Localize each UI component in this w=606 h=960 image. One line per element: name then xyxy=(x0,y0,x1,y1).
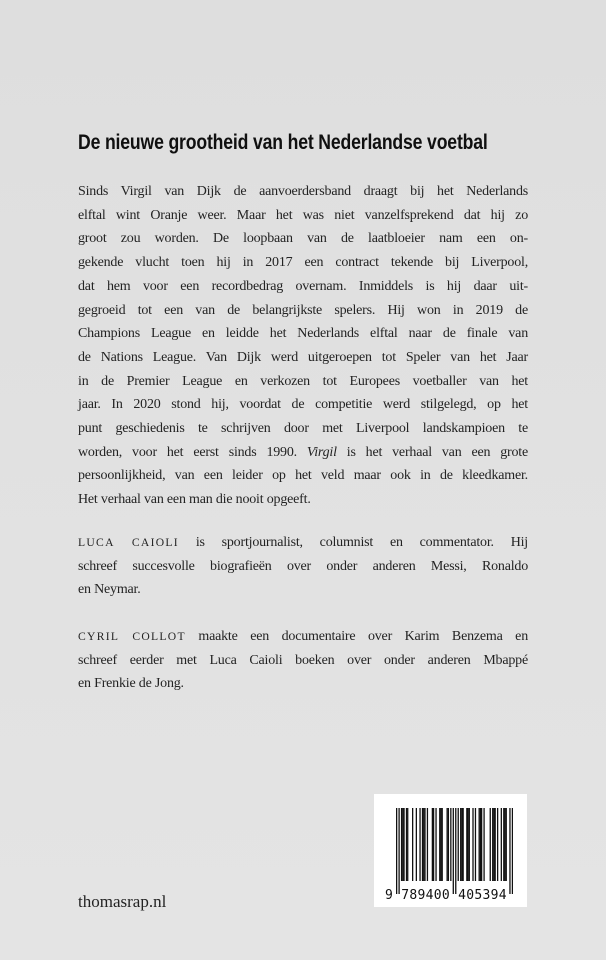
text-line: schreef eerder met Luca Caioli boeken over onder anderen Mbappé xyxy=(78,652,528,668)
isbn-barcode xyxy=(374,794,527,907)
cover-tagline: De nieuwe grootheid van het Nederlandse voetbal xyxy=(78,130,488,154)
author-bio-luca-caioli xyxy=(78,531,528,602)
text-line: gegroeid tot een van de belangrijkste spelers. Hij won in 2019 de xyxy=(78,302,528,318)
text-line: in de Premier League en verkozen tot Europees voetballer van het xyxy=(78,373,528,389)
synopsis-paragraph xyxy=(78,180,528,512)
text-line: worden, voor het eerst sinds 1990. Virgil is het verhaal van een grote xyxy=(78,444,528,460)
smallcaps-name: CYRIL COLLOT xyxy=(78,630,186,643)
text-line: Sinds Virgil van Dijk de aanvoerdersband draagt bij het Nederlands xyxy=(78,184,528,199)
text-line: LUCA CAIOLI is sportjournalist, columnist en commentator. Hij xyxy=(78,535,528,550)
text-line: punt geschiedenis te schrijven door met Liverpool landskampioen te xyxy=(78,421,528,437)
isbn-number: 9 789400 405394 xyxy=(385,888,507,903)
text-line: jaar. In 2020 stond hij, voordat de competitie werd stilgelegd, op het xyxy=(78,397,528,413)
text-line: Het verhaal van een man die nooit opgeeft. xyxy=(78,492,311,508)
author-bio-cyril-collot xyxy=(78,625,528,696)
text-line: persoonlijkheid, van een leider op het veld maar ook in de kleedkamer. xyxy=(78,468,528,484)
publisher-website: thomasrap.nl xyxy=(78,892,167,911)
text-line: en Frenkie de Jong. xyxy=(78,676,184,692)
text-line: dat hem voor een recordbedrag overnam. Inmiddels is hij daar uit- xyxy=(78,278,528,294)
text-line: Champions League en leidde het Nederlands elftal naar de finale van xyxy=(78,326,528,342)
text-line: de Nations League. Van Dijk werd uitgeroepen tot Speler van het Jaar xyxy=(78,349,528,365)
text-line: elftal wint Oranje weer. Maar het was niet vanzelfsprekend dat hij zo xyxy=(78,207,528,223)
text-line: en Neymar. xyxy=(78,582,141,598)
text-line: CYRIL COLLOT maakte een documentaire over Karim Benzema en xyxy=(78,629,528,644)
text-line: gekende vlucht toen hij in 2017 een contract tekende bij Liverpool, xyxy=(78,255,528,271)
text-line: schreef succesvolle biografieën over onder anderen Messi, Ronaldo xyxy=(78,558,528,574)
smallcaps-name: LUCA CAIOLI xyxy=(78,536,179,549)
text-line: groot zou worden. De loopbaan van de laatbloeier nam een on- xyxy=(78,231,528,247)
barcode-bars-icon xyxy=(396,808,513,894)
